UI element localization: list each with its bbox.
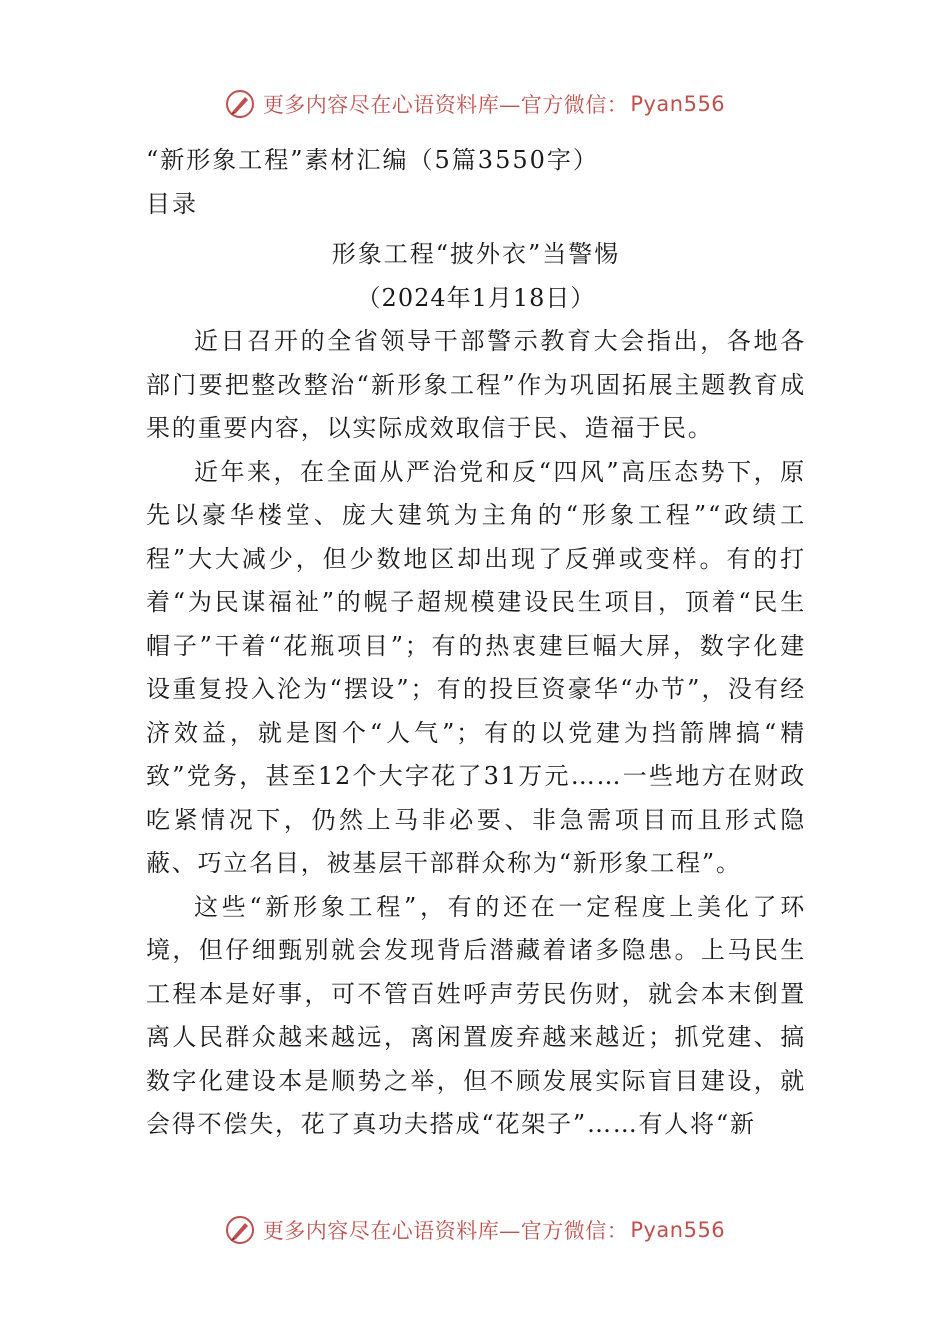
article-paragraph: 这些“新形象工程”，有的还在一定程度上美化了环境，但仔细甄别就会发现背后潜藏着诸多隐患。上马民生工程本是好事，可不管百姓呼声劳民伤财，就会本末倒置离人民群众越来越远，离闲置废弃越来越近；抓党建、搞数字化建设本是顺势之举，但不顾发展实际盲目建设，就会得不偿失，花了真功夫搭成“花架子”……有人将“新 (146, 892, 806, 1138)
pen-logo-icon (225, 1215, 255, 1245)
article-title: 形象工程“披外衣”当警惕 (331, 240, 621, 268)
footer-watermark (0, 1210, 950, 1250)
article-date: （2024年1月18日） (356, 284, 596, 312)
watermark-text: 更多内容尽在心语资料库—官方微信： (262, 93, 629, 117)
watermark-wechat-id: Pyan556 (630, 1218, 726, 1242)
header-watermark (0, 84, 950, 124)
document-title: “新形象工程”素材汇编（5篇3550字） (146, 146, 599, 174)
watermark-wechat-id: Pyan556 (630, 92, 726, 116)
toc-label: 目录 (146, 190, 198, 218)
document-content (146, 138, 806, 1147)
watermark-text: 更多内容尽在心语资料库—官方微信： (262, 1219, 629, 1243)
pen-logo-icon (225, 89, 255, 119)
article-paragraph: 近年来，在全面从严治党和反“四风”高压态势下，原先以豪华楼堂、庞大建筑为主角的“形象工程”“政绩工程”大大减少，但少数地区却出现了反弹或变样。有的打着“为民谋福祉”的幌子超规模建设民生项目，顶着“民生帽子”干着“花瓶项目”；有的热衷建巨幅大屏，数字化建设重复投入沦为“摆设”；有的投巨资豪华“办节”，没有经济效益，就是图个“人气”；有的以党建为挡箭牌搞“精致”党务，甚至12个大字花了31万元……一些地方在财政吃紧情况下，仍然上马非必要、非急需项目而且形式隐蔽、巧立名目，被基层干部群众称为“新形象工程”。 (146, 457, 806, 877)
article-paragraph: 近日召开的全省领导干部警示教育大会指出，各地各部门要把整改整治“新形象工程”作为巩固拓展主题教育成果的重要内容，以实际成效取信于民、造福于民。 (146, 327, 806, 442)
